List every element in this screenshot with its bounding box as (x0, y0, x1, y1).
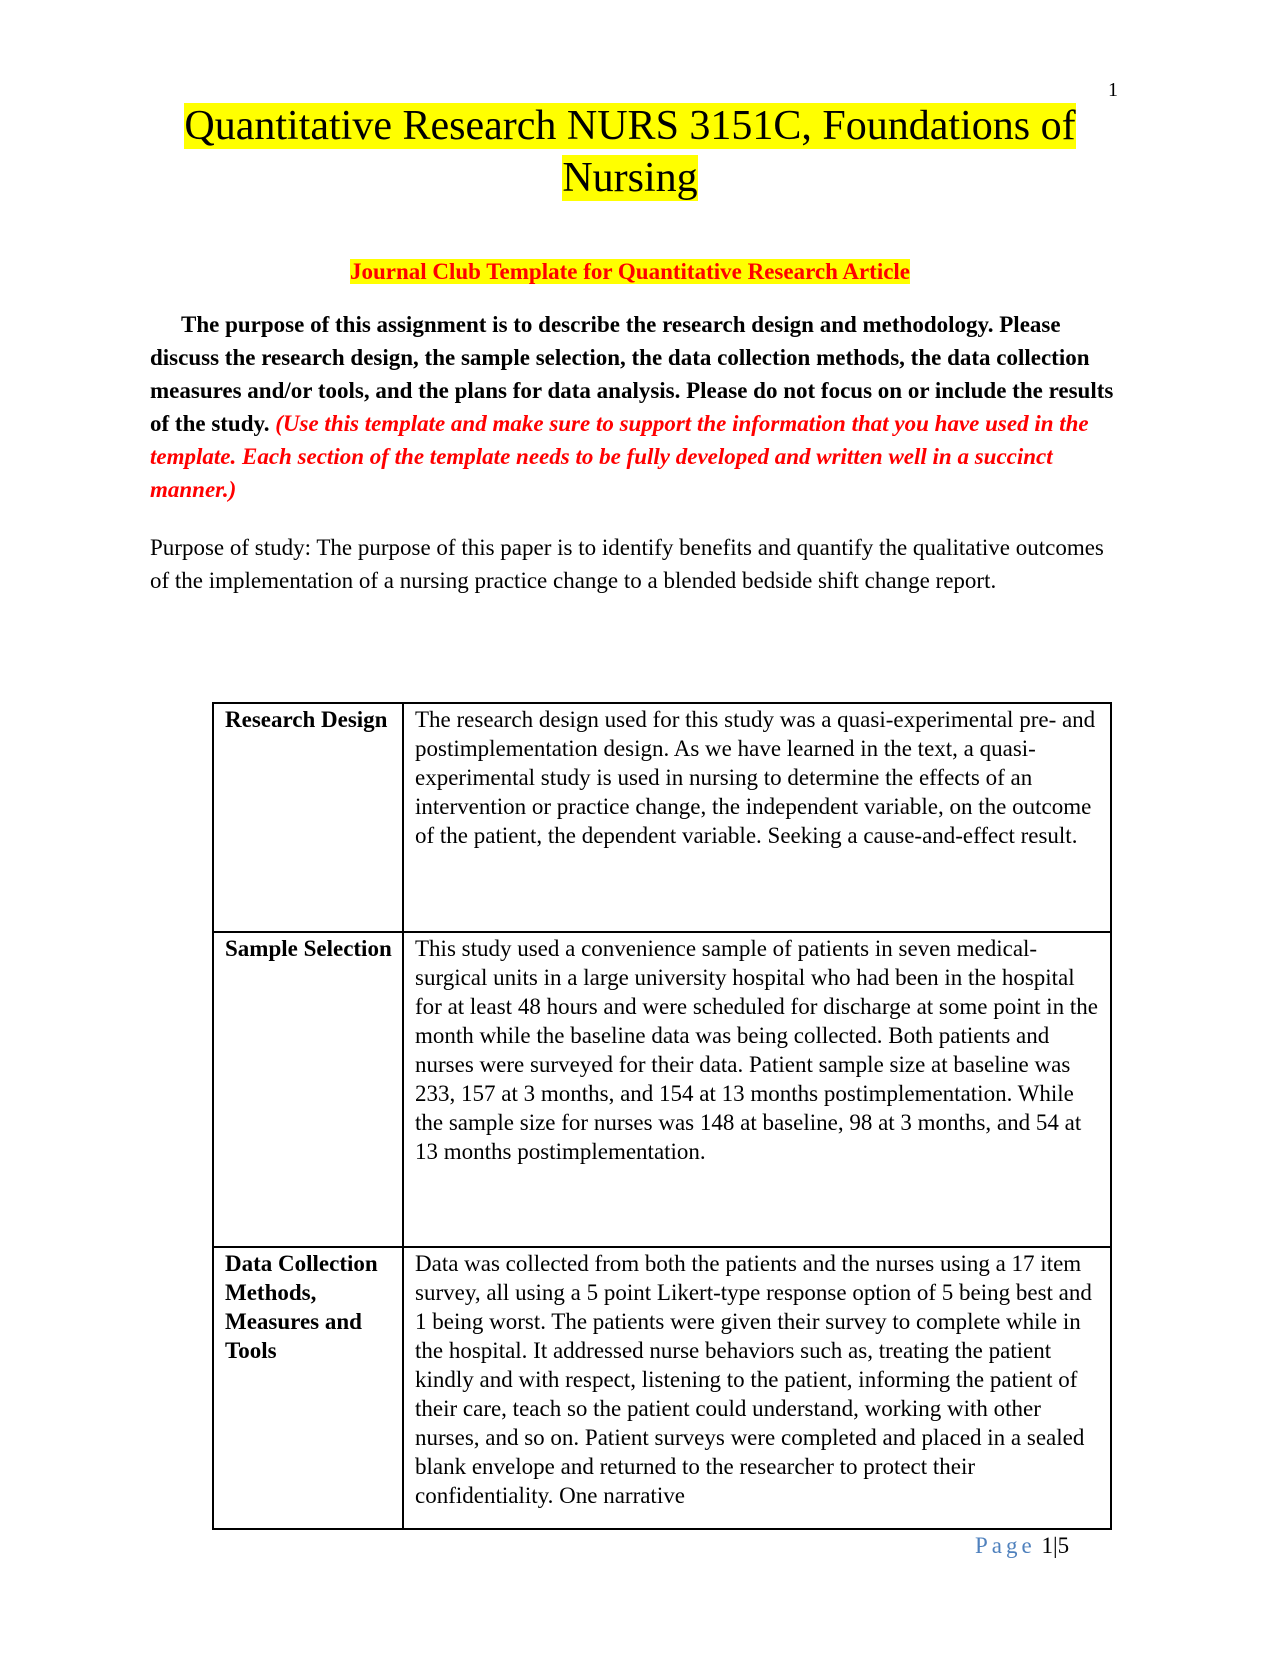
row-label-data-collection: Data Collection Methods, Measures and Tools (213, 1247, 403, 1529)
row-label-sample-selection: Sample Selection (213, 932, 403, 1247)
purpose-of-study: Purpose of study: The purpose of this paper is to identify benefits and quantify the qualitative outcomes of the implementation of a nursing practice change to a blended bedside shift change report. (150, 535, 1104, 593)
footer-current-page: 1 (1041, 1533, 1053, 1558)
header-page-number: 1 (1108, 79, 1118, 101)
footer-separator: | (1052, 1533, 1058, 1558)
document-title-text: Quantitative Research NURS 3151C, Foundations of Nursing (184, 103, 1076, 201)
table-row (213, 932, 1111, 1247)
row-label-research-design: Research Design (213, 703, 403, 932)
table-row (213, 703, 1111, 932)
row-content-data-collection: Data was collected from both the patients and the nurses using a 17 item survey, all using a 5 point Likert-type response option of 5 being best and 1 being worst. The patients were given their survey to complete while in the hospital. It addressed nurse behaviors such as, treating the patient kindly and with respect, listening to the patient, informing the patient of their care, teach so the patient could understand, working with other nurses, and so on. Patient surveys were completed and placed in a sealed blank envelope and returned to the researcher to protect their confidentiality. One narrative (403, 1247, 1111, 1529)
footer-page-label: Page (975, 1533, 1036, 1558)
assignment-instructions (150, 308, 1120, 506)
row-content-sample-selection: This study used a convenience sample of patients in seven medical-surgical units in a large university hospital who had been in the hospital for at least 48 hours and were scheduled for discharge at some point in the month while the baseline data was being collected. Both patients and nurses were surveyed for their data. Patient sample size at baseline was 233, 157 at 3 months, and 154 at 13 months postimplementation. While the sample size for nurses was 148 at baseline, 98 at 3 months, and 54 at 13 months postimplementation. (403, 932, 1111, 1247)
footer-total-pages: 5 (1057, 1533, 1070, 1558)
journal-club-table (212, 702, 1112, 1530)
document-subtitle-text: Journal Club Template for Quantitative Research Article (349, 259, 911, 284)
table-row (213, 1247, 1111, 1529)
document-subtitle (140, 257, 1120, 287)
instructions-text: The purpose of this assignment is to describe the research design and methodology. Please discuss the research design, the sample selection, the data collection methods, the data collection measures and/or tools, and the plans for data analysis. Please do not focus on or include the results of the study. (150, 312, 1114, 436)
document-title (140, 100, 1120, 204)
row-content-research-design: The research design used for this study was a quasi-experimental pre- and postimplementation design. As we have learned in the text, a quasi-experimental study is used in nursing to determine the effects of an intervention or practice change, the independent variable, on the outcome of the patient, the dependent variable. Seeking a cause-and-effect result. (403, 703, 1111, 932)
instructions-note: (Use this template and make sure to support the information that you have used in the template. Each section of the template needs to be fully developed and written well in a succinct manner.) (150, 411, 1089, 502)
page-footer (975, 1532, 1069, 1560)
